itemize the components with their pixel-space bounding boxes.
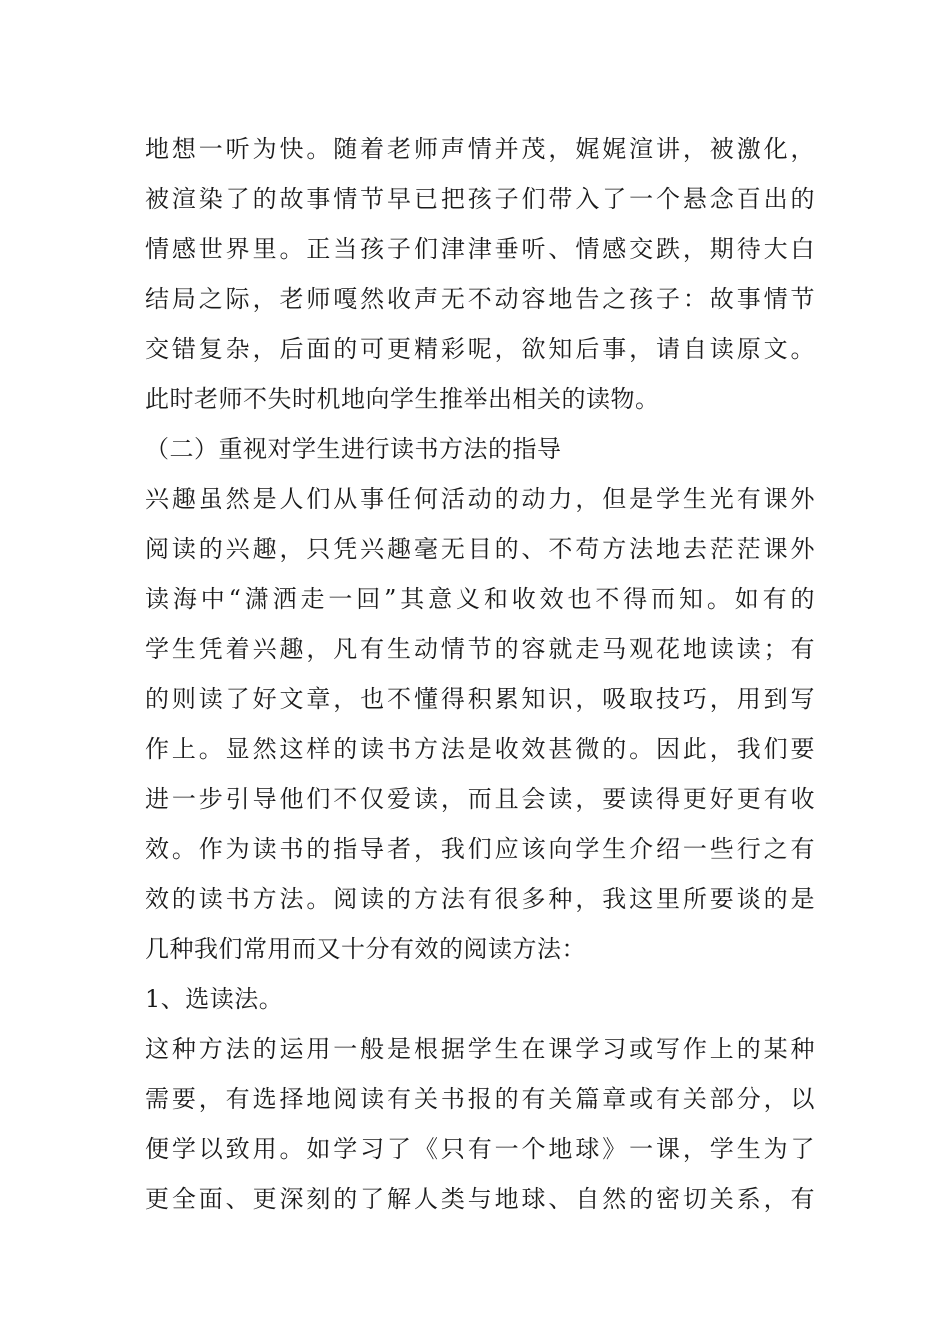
- text-line: 更全面、更深刻的了解人类与地球、自然的密切关系，有: [145, 1185, 815, 1213]
- text-line: 此时老师不失时机地向学生推举出相关的读物。: [145, 385, 660, 413]
- text-line: 需要，有选择地阅读有关书报的有关篇章或有关部分，以: [145, 1085, 815, 1113]
- section-heading: （二）重视对学生进行读书方法的指导: [145, 435, 562, 463]
- text-line: 效。作为读书的指导者，我们应该向学生介绍一些行之有: [145, 835, 815, 863]
- list-item-heading: 1、选读法。: [145, 985, 284, 1013]
- text-line: 学生凭着兴趣，凡有生动情节的容就走马观花地读读；有: [145, 635, 815, 663]
- text-line: 作上。显然这样的读书方法是收效甚微的。因此，我们要: [145, 735, 815, 763]
- text-line: 便学以致用。如学习了《只有一个地球》一课，学生为了: [145, 1135, 815, 1163]
- text-line: 进一步引导他们不仅爱读，而且会读，要读得更好更有收: [145, 785, 815, 813]
- text-line: 结局之际，老师嘎然收声无不动容地告之孩子：故事情节: [145, 285, 815, 313]
- text-line: 读海中“潇洒走一回”其意义和收效也不得而知。如有的: [145, 585, 815, 613]
- text-line: 被渲染了的故事情节早已把孩子们带入了一个悬念百出的: [145, 185, 815, 213]
- text-line: 的则读了好文章，也不懂得积累知识，吸取技巧，用到写: [145, 685, 815, 713]
- text-line: 地想一听为快。随着老师声情并茂，娓娓渲讲，被激化，: [145, 135, 815, 163]
- text-line: 这种方法的运用一般是根据学生在课学习或写作上的某种: [145, 1035, 815, 1063]
- text-line: 交错复杂，后面的可更精彩呢，欲知后事，请自读原文。: [145, 335, 815, 363]
- text-line: 效的读书方法。阅读的方法有很多种，我这里所要谈的是: [145, 885, 815, 913]
- text-line: 几种我们常用而又十分有效的阅读方法：: [145, 935, 586, 963]
- text-line: 阅读的兴趣，只凭兴趣毫无目的、不苟方法地去茫茫课外: [145, 535, 815, 563]
- text-line: 兴趣虽然是人们从事任何活动的动力，但是学生光有课外: [145, 485, 815, 513]
- text-line: 情感世界里。正当孩子们津津垂听、情感交跌，期待大白: [145, 235, 815, 263]
